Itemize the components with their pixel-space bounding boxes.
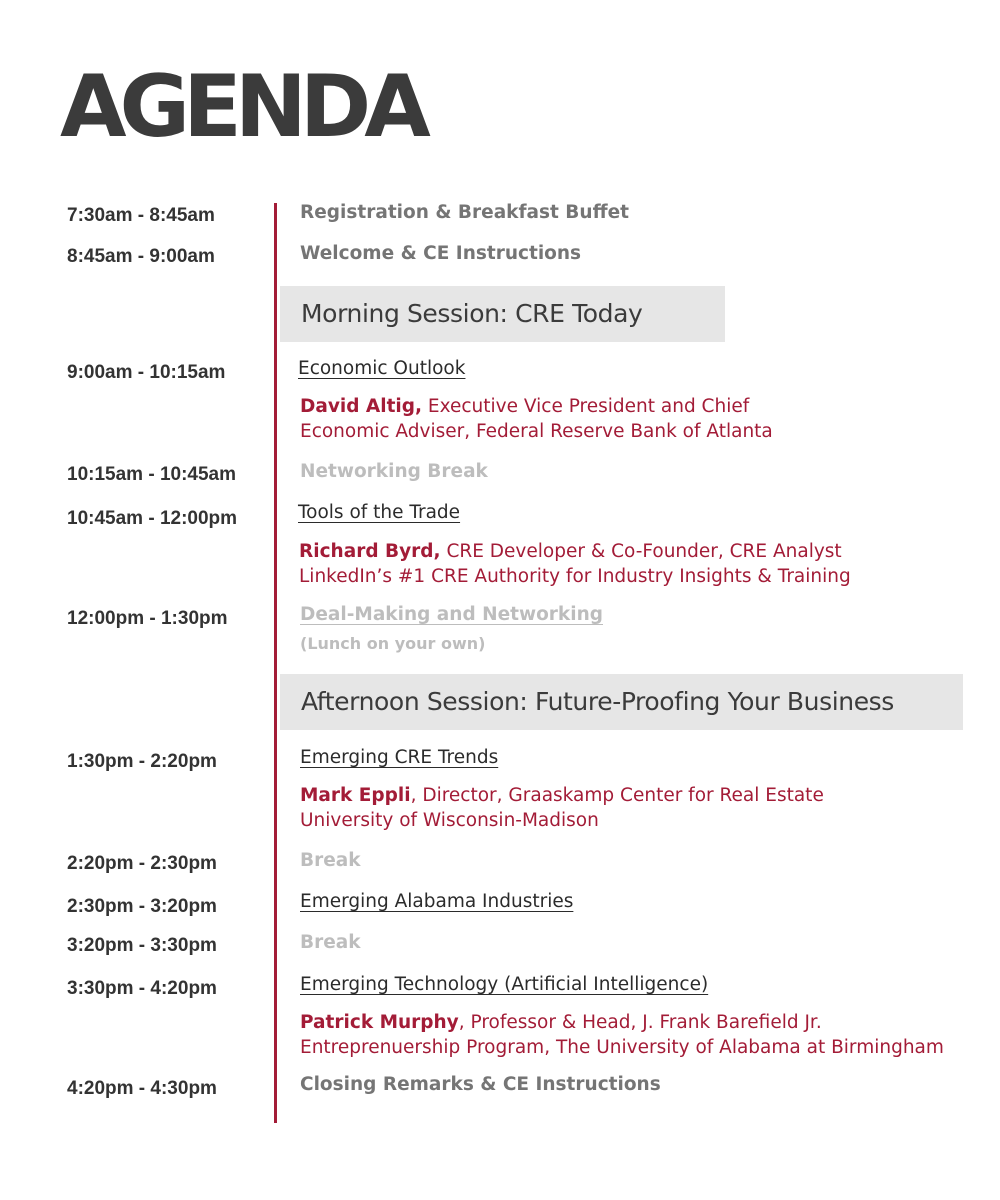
time-slot: 2:20pm - 2:30pm — [67, 853, 217, 874]
time-slot: 12:00pm - 1:30pm — [67, 608, 228, 629]
speaker-role: CRE Developer & Co-Founder, CRE Analyst — [440, 541, 842, 562]
agenda-item-title: Break — [300, 850, 361, 871]
agenda-item-title: Closing Remarks & CE Instructions — [300, 1074, 661, 1095]
agenda-item-subtitle: (Lunch on your own) — [300, 634, 486, 653]
session-heading-morning: Morning Session: CRE Today — [280, 286, 725, 342]
speaker-name: Mark Eppli — [300, 785, 411, 806]
speaker-info — [300, 783, 824, 833]
time-slot: 3:20pm - 3:30pm — [67, 935, 217, 956]
speaker-affiliation: LinkedIn’s #1 CRE Authority for Industry Insights & Training — [299, 566, 851, 587]
talk-title-link[interactable]: Emerging Alabama Industries — [300, 891, 574, 912]
speaker-role: , Director, Graaskamp Center for Real Estate — [410, 785, 824, 806]
speaker-affiliation: Economic Adviser, Federal Reserve Bank of Atlanta — [300, 421, 773, 442]
speaker-name: Patrick Murphy — [300, 1012, 459, 1033]
time-slot: 9:00am - 10:15am — [67, 362, 226, 383]
session-heading-afternoon: Afternoon Session: Future-Proofing Your Business — [280, 674, 963, 730]
speaker-info — [300, 1010, 944, 1060]
speaker-info — [299, 539, 851, 589]
speaker-name: Richard Byrd, — [299, 541, 441, 562]
time-slot: 4:20pm - 4:30pm — [67, 1078, 217, 1099]
time-slot: 10:15am - 10:45am — [67, 464, 236, 485]
speaker-role: Executive Vice President and Chief — [422, 396, 750, 417]
speaker-info — [300, 394, 773, 444]
time-slot: 8:45am - 9:00am — [67, 246, 215, 267]
agenda-item-title: Registration & Breakfast Buffet — [300, 202, 629, 223]
time-slot: 1:30pm - 2:20pm — [67, 751, 217, 772]
talk-title-link[interactable]: Emerging CRE Trends — [300, 747, 499, 768]
speaker-name: David Altig, — [300, 396, 423, 417]
agenda-item-title: Networking Break — [300, 461, 488, 482]
talk-title-link[interactable]: Deal-Making and Networking — [300, 604, 603, 625]
speaker-affiliation: Entreprenuership Program, The University of Alabama at Birmingham — [300, 1037, 944, 1058]
agenda-item-title: Welcome & CE Instructions — [300, 243, 582, 264]
talk-title-link[interactable]: Economic Outlook — [298, 358, 466, 379]
page-title: AGENDA — [60, 57, 424, 157]
time-slot: 10:45am - 12:00pm — [67, 508, 238, 529]
talk-title-link[interactable]: Emerging Technology (Artificial Intelligence) — [300, 974, 709, 995]
talk-title-link[interactable]: Tools of the Trade — [298, 502, 461, 523]
time-slot: 7:30am - 8:45am — [67, 205, 215, 226]
agenda-item-title: Break — [300, 932, 361, 953]
speaker-affiliation: University of Wisconsin-Madison — [300, 810, 599, 831]
speaker-role: , Professor & Head, J. Frank Barefield Jr. — [458, 1012, 822, 1033]
timeline-divider — [274, 203, 277, 1123]
time-slot: 2:30pm - 3:20pm — [67, 896, 217, 917]
time-slot: 3:30pm - 4:20pm — [67, 978, 217, 999]
